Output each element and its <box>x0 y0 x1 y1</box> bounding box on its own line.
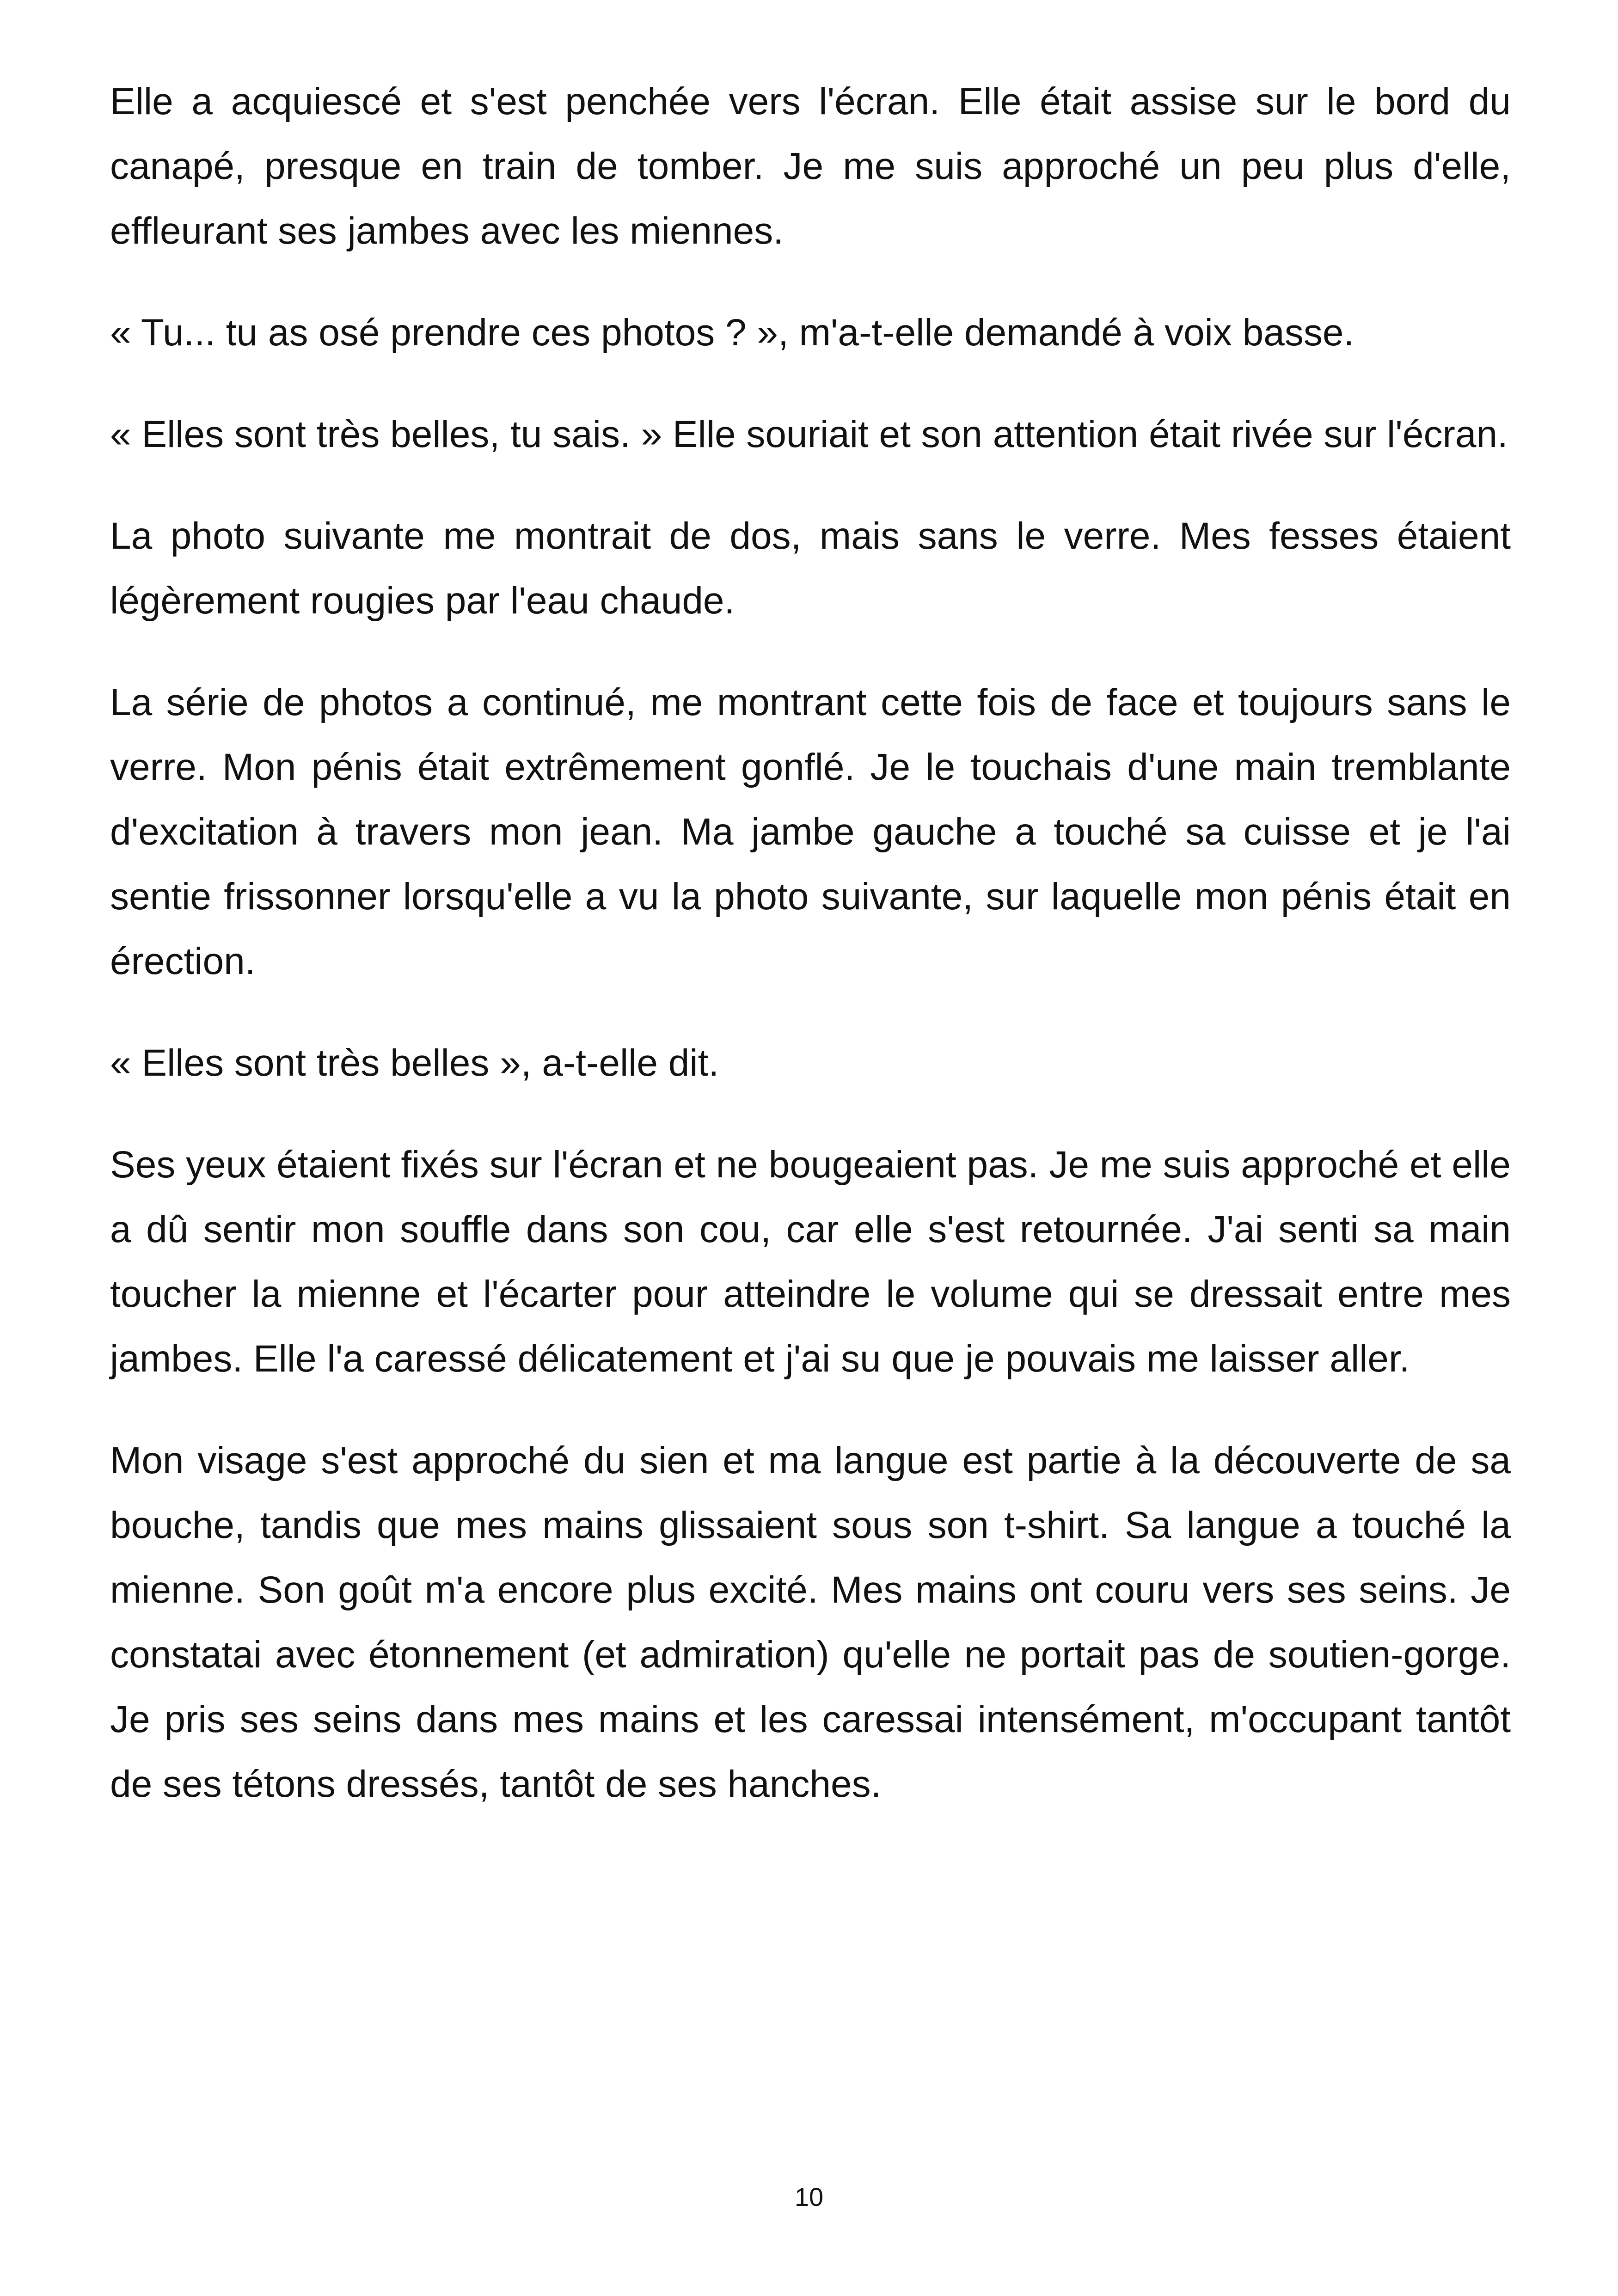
paragraph-3: « Elles sont très belles, tu sais. » Elle souriait et son attention était rivée sur l'écran. <box>110 413 1508 455</box>
paragraph-5: La série de photos a continué, me montrant cette fois de face et toujours sans le verre. Mon pénis était extrêmement gonflé. Je le touchais d'une main tremblante d'excitation à travers mon jean. Ma jambe gauche a touché sa cuisse et je l'ai sentie frissonner lorsqu'elle a vu la photo suivante, sur laquelle mon pénis était en érection. <box>110 681 1511 982</box>
paragraph-2: « Tu... tu as osé prendre ces photos ? », m'a-t-elle demandé à voix basse. <box>110 312 1354 354</box>
paragraph-8: Mon visage s'est approché du sien et ma langue est partie à la découverte de sa bouche, tandis que mes mains glissaient sous son t-shirt. Sa langue a touché la mienne. Son goût m'a encore plus excité. Mes mains ont couru vers ses seins. Je constatai avec étonnement (et admiration) qu'elle ne portait pas de soutien-gorge. Je pris ses seins dans mes mains et les caressai intensément, m'occupant tantôt de ses tétons dressés, tantôt de ses hanches. <box>110 1439 1511 1805</box>
paragraph-7: Ses yeux étaient fixés sur l'écran et ne bougeaient pas. Je me suis approché et elle a dû sentir mon souffle dans son cou, car elle s'est retournée. J'ai senti sa main toucher la mienne et l'écarter pour atteindre le volume qui se dressait entre mes jambes. Elle l'a caressé délicatement et j'ai su que je pouvais me laisser aller. <box>110 1144 1511 1380</box>
text-body <box>110 69 1511 1854</box>
paragraph-1: Elle a acquiescé et s'est penchée vers l'écran. Elle était assise sur le bord du canapé, presque en train de tomber. Je me suis approché un peu plus d'elle, effleurant ses jambes avec les miennes. <box>110 80 1511 252</box>
paragraph-6: « Elles sont très belles », a-t-elle dit. <box>110 1042 719 1084</box>
page-number: 10 <box>794 2182 824 2211</box>
paragraph-4: La photo suivante me montrait de dos, mais sans le verre. Mes fesses étaient légèrement rougies par l'eau chaude. <box>110 515 1511 622</box>
